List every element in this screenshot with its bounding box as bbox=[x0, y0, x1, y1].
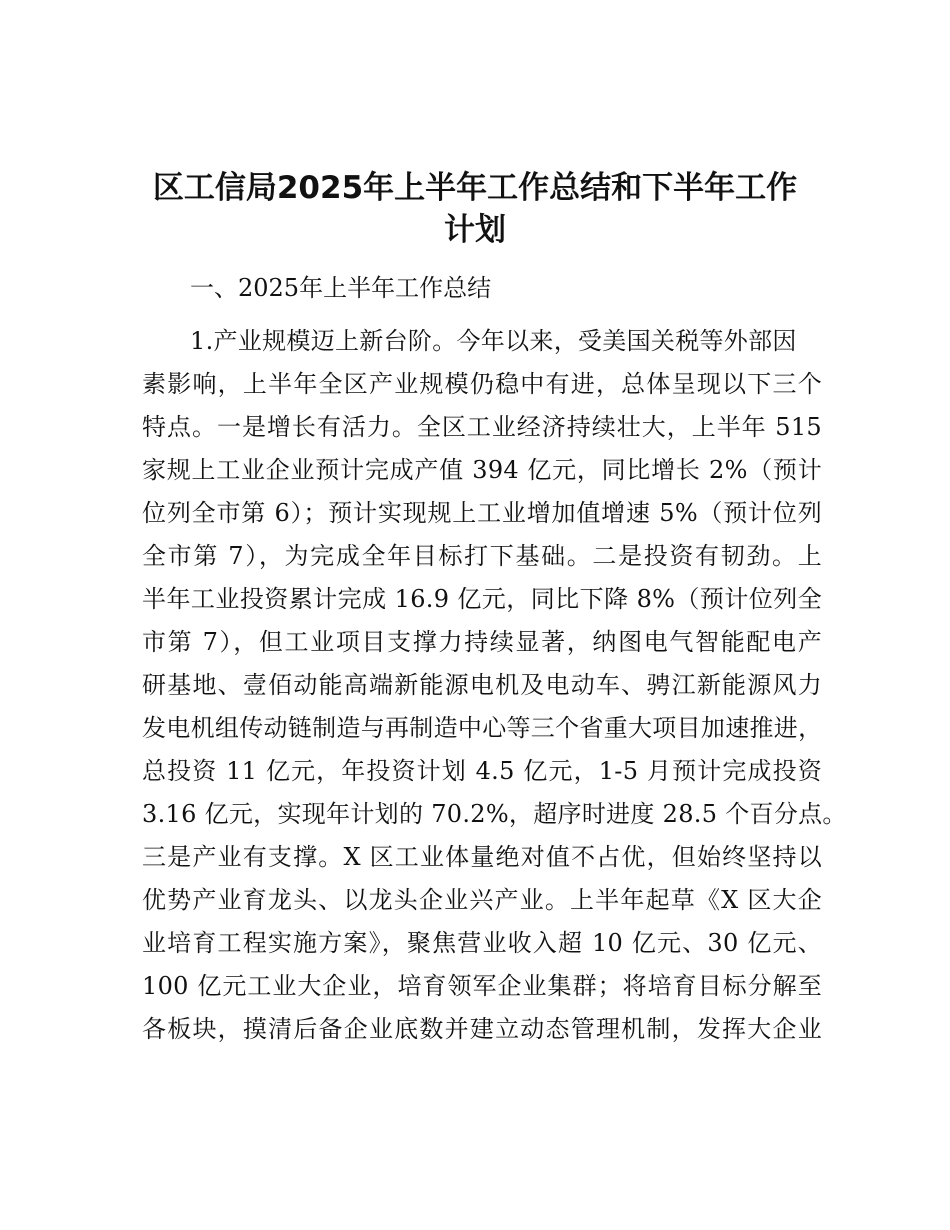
paragraph-line: 发电机组传动链制造与再制造中心等三个省重大项目加速推进， bbox=[142, 714, 823, 742]
paragraph-line: 三是产业有支撑。X 区工业体量绝对值不占优，但始终坚持以 bbox=[142, 843, 822, 871]
document-title-line-2: 计划 bbox=[444, 212, 506, 248]
paragraph-line: 全市第 7），为完成全年目标打下基础。二是投资有韧劲。上 bbox=[142, 542, 822, 570]
paragraph-line: 家规上工业企业预计完成产值 394 亿元，同比增长 2%（预计 bbox=[142, 456, 822, 484]
paragraph-line: 研基地、壹佰动能高端新能源电机及电动车、骋江新能源风力 bbox=[142, 671, 822, 699]
paragraph-line: 位列全市第 6）；预计实现规上工业增加值增速 5%（预计位列 bbox=[142, 499, 822, 527]
document-title-line-1: 区工信局2025年上半年工作总结和下半年工作 bbox=[152, 170, 798, 206]
paragraph-line: 业培育工程实施方案》，聚焦营业收入超 10 亿元、30 亿元、 bbox=[142, 929, 822, 957]
paragraph-line: 各板块，摸清后备企业底数并建立动态管理机制，发挥大企业 bbox=[142, 1015, 822, 1043]
paragraph-line: 半年工业投资累计完成 16.9 亿元，同比下降 8%（预计位列全 bbox=[142, 585, 822, 613]
paragraph-line: 优势产业育龙头、以龙头企业兴产业。上半年起草《X 区大企 bbox=[142, 886, 822, 914]
paragraph-line: 特点。一是增长有活力。全区工业经济持续壮大，上半年 515 bbox=[142, 413, 822, 441]
paragraph-line: 1.产业规模迈上新台阶。今年以来，受美国关税等外部因 bbox=[190, 327, 797, 355]
paragraph-line: 总投资 11 亿元，年投资计划 4.5 亿元，1-5 月预计完成投资 bbox=[142, 757, 822, 785]
section-heading: 一、2025年上半年工作总结 bbox=[190, 274, 492, 302]
paragraph-line: 素影响，上半年全区产业规模仍稳中有进，总体呈现以下三个 bbox=[142, 370, 822, 398]
paragraph-line: 3.16 亿元，实现年计划的 70.2%，超序时进度 28.5 个百分点。 bbox=[142, 800, 847, 828]
paragraph-line: 市第 7），但工业项目支撑力持续显著，纳图电气智能配电产 bbox=[142, 628, 822, 656]
paragraph-line: 100 亿元工业大企业，培育领军企业集群；将培育目标分解至 bbox=[142, 972, 822, 1000]
